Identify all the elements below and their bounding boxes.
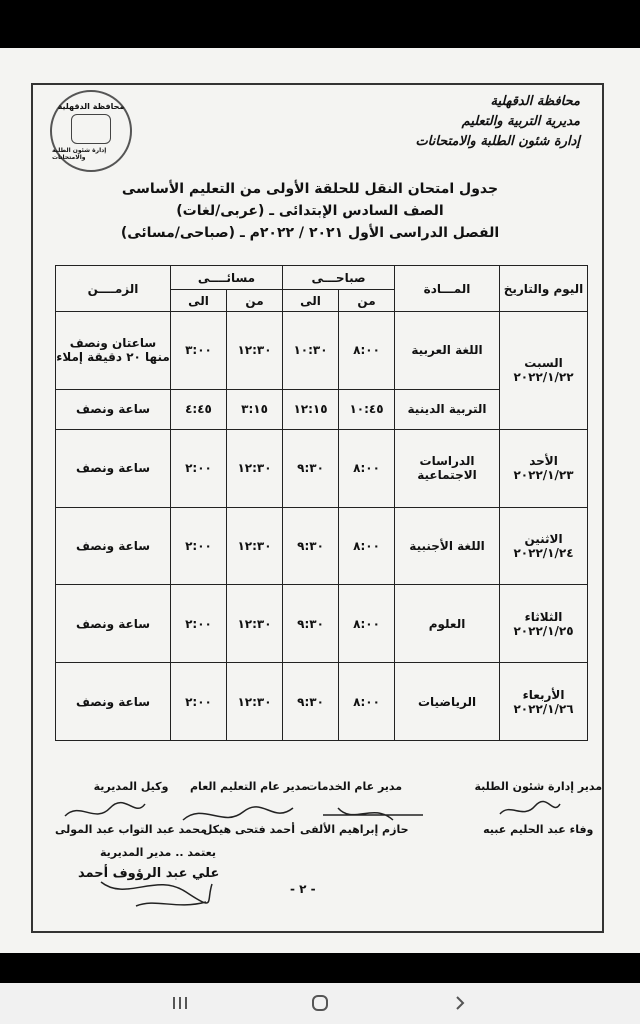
evening-to-cell: ٤:٤٥ <box>171 389 227 429</box>
page-number: - ٢ - <box>290 882 316 896</box>
logo-subtext: إدارة شئون الطلبة والامتحانات <box>52 146 107 161</box>
day-label: الثلاثاء <box>524 609 563 624</box>
header-evening-to: الى <box>171 290 227 312</box>
day-label: الأربعاء <box>522 687 565 702</box>
table-row <box>56 663 588 741</box>
day-date-cell <box>500 507 588 585</box>
signature-name: محمد عبد التواب عبد المولى <box>55 823 208 836</box>
morning-from-cell: ٨:٠٠ <box>339 585 395 663</box>
duration-cell: ساعة ونصف <box>56 507 171 585</box>
day-label: السبت <box>524 356 563 371</box>
title-line-2: الصف السادس الإبتدائى ـ (عربى/لغات) <box>176 203 444 219</box>
day-date-cell <box>500 429 588 507</box>
header-morning-to: الى <box>283 290 339 312</box>
subject-cell: الرياضيات <box>395 663 500 741</box>
day-label: الأحد <box>529 454 558 469</box>
morning-from-cell: ١٠:٤٥ <box>339 389 395 429</box>
evening-from-cell: ١٢:٣٠ <box>227 429 283 507</box>
evening-from-cell: ١٢:٣٠ <box>227 507 283 585</box>
date-label: ٢٠٢٢/١/٢٣ <box>513 468 574 483</box>
evening-to-cell: ٢:٠٠ <box>171 507 227 585</box>
signature-name: أحمد فتحى هيكل <box>202 823 295 836</box>
header-subject: المـــادة <box>395 266 500 312</box>
table-row <box>56 585 588 663</box>
day-date-cell <box>500 663 588 741</box>
governorate: محافظة الدقهلية <box>490 94 580 109</box>
table-row <box>56 312 588 390</box>
signature-scribble <box>178 798 298 832</box>
date-label: ٢٠٢٢/١/٢٦ <box>513 701 574 716</box>
duration-cell: ساعة ونصف <box>56 585 171 663</box>
duration-cell: ساعتان ونصف منها ٢٠ دقيقة إملاء <box>56 312 171 390</box>
signature-scribble <box>495 796 565 822</box>
signature-name: وفاء عبد الحليم عبيه <box>483 823 594 836</box>
signature-title: مدير عام التعليم العام <box>190 780 308 793</box>
exam-schedule-table <box>55 265 588 741</box>
signature-scribble <box>318 800 428 830</box>
evening-to-cell: ٢:٠٠ <box>171 663 227 741</box>
title-line-3: الفصل الدراسى الأول ٢٠٢١ / ٢٠٢٢م ـ (صباحى/مسائى) <box>120 225 500 241</box>
recent-apps-button[interactable] <box>160 991 200 1015</box>
morning-from-cell: ٨:٠٠ <box>339 663 395 741</box>
header-duration: الزمــــن <box>56 266 171 312</box>
evening-to-cell: ٢:٠٠ <box>171 429 227 507</box>
evening-to-cell: ٣:٠٠ <box>171 312 227 390</box>
recent-apps-icon <box>172 996 188 1010</box>
table-row <box>56 429 588 507</box>
morning-from-cell: ٨:٠٠ <box>339 429 395 507</box>
signature-name: حازم إبراهيم الألفى <box>300 823 409 836</box>
evening-from-cell: ٣:١٥ <box>227 389 283 429</box>
day-label: الاثنين <box>524 532 563 547</box>
title-line-1: جدول امتحان النقل للحلقة الأولى من التعليم الأساسى <box>121 181 499 197</box>
signature-title: وكيل المديرية <box>93 780 169 793</box>
subject-cell: الدراسات الاجتماعية <box>395 429 500 507</box>
home-icon <box>311 994 329 1012</box>
duration-cell: ساعة ونصف <box>56 389 171 429</box>
duration-cell: ساعة ونصف <box>56 663 171 741</box>
morning-to-cell: ٩:٣٠ <box>283 429 339 507</box>
department: إدارة شئون الطلبة والامتحانات <box>415 134 580 149</box>
date-label: ٢٠٢٢/١/٢٥ <box>513 623 574 638</box>
day-date-cell <box>500 312 588 430</box>
approval-label: يعتمد .. مدير المديرية <box>100 846 216 859</box>
signature-title: مدير عام الخدمات <box>306 780 403 793</box>
bottom-black-bar <box>0 953 640 983</box>
morning-to-cell: ٩:٣٠ <box>283 585 339 663</box>
signature-scribble <box>60 796 150 826</box>
subject-cell: التربية الدينية <box>395 389 500 429</box>
date-label: ٢٠٢٢/١/٢٤ <box>513 546 574 561</box>
header-evening-from: من <box>227 290 283 312</box>
home-button[interactable] <box>300 991 340 1015</box>
director-name: علي عبد الرؤوف أحمد <box>78 866 220 881</box>
subject-cell: اللغة العربية <box>395 312 500 390</box>
morning-to-cell: ١٢:١٥ <box>283 389 339 429</box>
directorate-logo <box>50 90 132 172</box>
subject-cell: اللغة الأجنبية <box>395 507 500 585</box>
morning-to-cell: ٩:٣٠ <box>283 663 339 741</box>
evening-from-cell: ١٢:٣٠ <box>227 312 283 390</box>
header-day-date: اليوم والتاريخ <box>500 266 588 312</box>
navigation-bar <box>0 983 640 1024</box>
chevron-right-icon <box>454 995 466 1011</box>
schedule-titles <box>100 178 520 244</box>
subject-cell: العلوم <box>395 585 500 663</box>
logo-text: محافظة الدقهلية <box>57 101 125 111</box>
status-bar <box>0 0 640 48</box>
header-block <box>380 92 580 152</box>
signature-scribble <box>96 872 216 912</box>
header-morning-from: من <box>339 290 395 312</box>
morning-from-cell: ٨:٠٠ <box>339 312 395 390</box>
date-label: ٢٠٢٢/١/٢٢ <box>513 370 574 385</box>
morning-from-cell: ٨:٠٠ <box>339 507 395 585</box>
evening-from-cell: ١٢:٣٠ <box>227 663 283 741</box>
signature-title: مدير إدارة شئون الطلبة <box>474 780 602 793</box>
evening-from-cell: ١٢:٣٠ <box>227 585 283 663</box>
evening-to-cell: ٢:٠٠ <box>171 585 227 663</box>
emblem-icon <box>71 114 111 144</box>
morning-to-cell: ٩:٣٠ <box>283 507 339 585</box>
day-date-cell <box>500 585 588 663</box>
duration-cell: ساعة ونصف <box>56 429 171 507</box>
table-row <box>56 507 588 585</box>
header-morning: صباحـــى <box>283 266 395 290</box>
back-button[interactable] <box>440 991 480 1015</box>
header-evening: مسائــــى <box>171 266 283 290</box>
directorate: مديرية التربية والتعليم <box>461 114 580 129</box>
morning-to-cell: ١٠:٣٠ <box>283 312 339 390</box>
